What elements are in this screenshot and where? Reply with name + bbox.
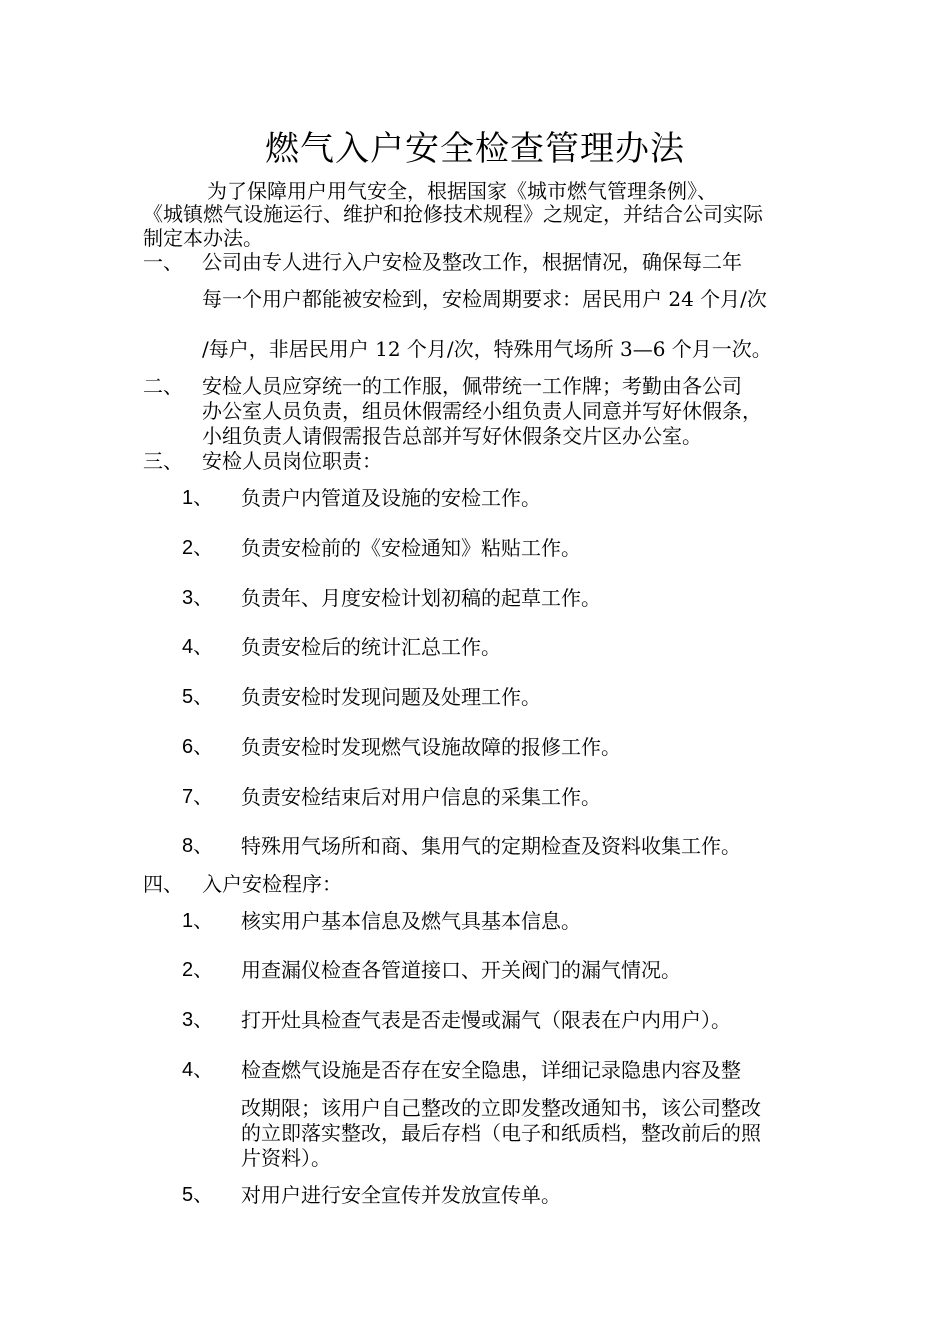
- s4-item-4-number: 4、: [182, 1059, 214, 1081]
- section-1-line-2: 每一个用户都能被安检到，安检周期要求：居民用户 24 个月/次: [202, 287, 767, 311]
- s3-item-6-number: 6、: [182, 736, 214, 758]
- section-1-line-1: 公司由专人进行入户安检及整改工作，根据情况，确保每二年: [202, 250, 742, 274]
- s3-item-1-text: 负责户内管道及设施的安检工作。: [241, 486, 541, 510]
- s3-item-8-number: 8、: [182, 835, 214, 857]
- s3-item-3-text: 负责年、月度安检计划初稿的起草工作。: [241, 586, 601, 610]
- s4-item-5-text: 对用户进行安全宣传并发放宣传单。: [241, 1183, 561, 1207]
- section-2-marker: 二、: [143, 374, 183, 398]
- s4-item-4-continuation-3: 片资料）。: [241, 1146, 331, 1170]
- intro-line-3: 制定本办法。: [143, 226, 263, 250]
- s3-item-5-text: 负责安检时发现问题及处理工作。: [241, 685, 541, 709]
- s3-item-4-text: 负责安检后的统计汇总工作。: [241, 635, 501, 659]
- s4-item-3-text: 打开灶具检查气表是否走慢或漏气（限表在户内用户）。: [241, 1008, 731, 1032]
- s3-item-2-number: 2、: [182, 537, 214, 559]
- s4-item-2-text: 用查漏仪检查各管道接口、开关阀门的漏气情况。: [241, 958, 681, 982]
- section-3-heading: 安检人员岗位职责：: [202, 449, 382, 473]
- s3-item-3-number: 3、: [182, 587, 214, 609]
- section-4-heading: 入户安检程序：: [202, 872, 342, 896]
- s4-item-2-number: 2、: [182, 959, 214, 981]
- s3-item-8-text: 特殊用气场所和商、集用气的定期检查及资料收集工作。: [241, 834, 741, 858]
- section-2-line-1: 安检人员应穿统一的工作服，佩带统一工作牌；考勤由各公司: [202, 374, 742, 398]
- s3-item-1-number: 1、: [182, 487, 214, 509]
- s3-item-4-number: 4、: [182, 636, 214, 658]
- s4-item-4-continuation-1: 改期限；该用户自己整改的立即发整改通知书，该公司整改: [241, 1096, 761, 1120]
- s4-item-4-continuation-2: 的立即落实整改，最后存档（电子和纸质档，整改前后的照: [241, 1121, 761, 1145]
- s4-item-1-text: 核实用户基本信息及燃气具基本信息。: [241, 909, 581, 933]
- section-1-line-3: /每户，非居民用户 12 个月/次，特殊用气场所 3—6 个月一次。: [202, 337, 772, 361]
- s3-item-5-number: 5、: [182, 686, 214, 708]
- s3-item-6-text: 负责安检时发现燃气设施故障的报修工作。: [241, 735, 621, 759]
- s4-item-3-number: 3、: [182, 1009, 214, 1031]
- s3-item-7-text: 负责安检结束后对用户信息的采集工作。: [241, 785, 601, 809]
- section-4-marker: 四、: [143, 872, 183, 896]
- section-3-marker: 三、: [143, 449, 183, 473]
- section-2-line-3: 小组负责人请假需报告总部并写好休假条交片区办公室。: [202, 424, 702, 448]
- s4-item-5-number: 5、: [182, 1184, 214, 1206]
- s4-item-1-number: 1、: [182, 910, 214, 932]
- s4-item-4-text: 检查燃气设施是否存在安全隐患，详细记录隐患内容及整: [241, 1058, 741, 1082]
- intro-line-2: 《城镇燃气设施运行、维护和抢修技术规程》之规定，并结合公司实际: [143, 202, 763, 226]
- document-title: 燃气入户安全检查管理办法: [265, 129, 685, 169]
- intro-line-1: 为了保障用户用气安全，根据国家《城市燃气管理条例》、: [207, 179, 717, 203]
- section-2-line-2: 办公室人员负责，组员休假需经小组负责人同意并写好休假条，: [202, 399, 762, 423]
- s3-item-7-number: 7、: [182, 786, 214, 808]
- section-1-marker: 一、: [143, 250, 183, 274]
- s3-item-2-text: 负责安检前的《安检通知》粘贴工作。: [241, 536, 581, 560]
